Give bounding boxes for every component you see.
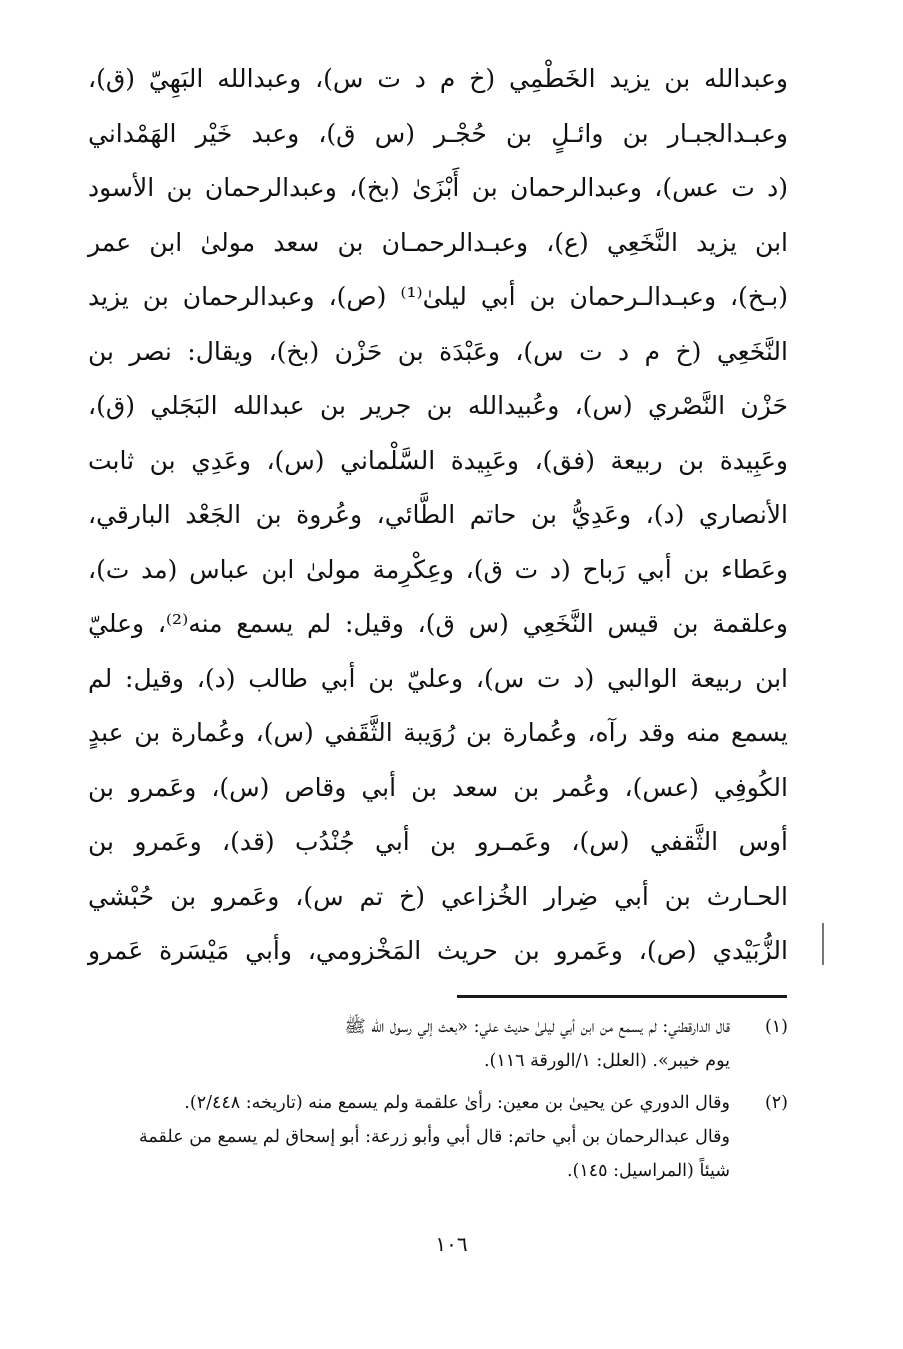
footnote-line: وقال الدوري عن يحيىٰ بن معين: رأىٰ علقمة ولم يسمع منه (تاريخه: ٢/٤٤٨). bbox=[184, 1093, 730, 1113]
text-line-content: وعبـدالجبـار بن وائـلٍ بن حُجْـر (س ق)، وعبد خَيْر الهَمْداني bbox=[88, 118, 788, 148]
page-number: ١٠٦ bbox=[435, 1232, 468, 1256]
text-line bbox=[88, 597, 788, 652]
footnote-2 bbox=[88, 1086, 788, 1188]
text-line-content: (بـخ)، وعبـدالـرحمان بن أبي ليلىٰ⁽¹⁾ (ص)، وعبدالرحمان بن يزيد bbox=[88, 282, 788, 311]
text-line bbox=[88, 488, 788, 543]
text-line bbox=[88, 161, 788, 216]
text-line bbox=[88, 434, 788, 489]
text-line bbox=[88, 761, 788, 816]
footnote-body bbox=[88, 1086, 730, 1188]
text-line-content: وعبدالله بن يزيد الخَطْمِي (خ م د ت س)، وعبدالله البَهِيّ (ق)، bbox=[88, 64, 788, 93]
text-line bbox=[88, 870, 788, 925]
footnote-separator bbox=[457, 995, 787, 998]
text-line bbox=[88, 815, 788, 870]
text-line bbox=[88, 325, 788, 380]
text-line bbox=[88, 543, 788, 598]
text-line-content: وعَبِيدة بن ربيعة (فق)، وعَبِيدة السَّلْماني (س)، وعَدِي بن ثابت bbox=[88, 445, 788, 475]
text-line-content: وعلقمة بن قيس النَّخَعِي (س ق)، وقيل: لم يسمع منه⁽²⁾، وعليّ bbox=[88, 609, 788, 638]
text-line-content: (د ت عس)، وعبدالرحمان بن أَبْزَىٰ (بخ)، وعبدالرحمان بن الأسود bbox=[88, 173, 788, 202]
text-line-content: حَزْن النَّصْري (س)، وعُبيدالله بن جرير بن عبدالله البَجَلي (ق)، bbox=[88, 391, 788, 420]
text-line bbox=[88, 107, 788, 162]
text-line bbox=[88, 652, 788, 707]
text-line-content: ابن يزيد النَّخَعِي (ع)، وعبـدالرحمـان بن سعد مولىٰ ابن عمر bbox=[88, 227, 788, 257]
footnote-number: (١) bbox=[764, 1017, 788, 1037]
text-line-content: الأنصاري (د)، وعَدِيُّ بن حاتم الطَّائي، وعُروة بن الجَعْد البارقي، bbox=[88, 500, 788, 529]
text-line-content: الكُوفِي (عس)، وعُمر بن سعد بن أبي وقاص (س)، وعَمرو بن bbox=[88, 772, 788, 802]
footnote-body bbox=[88, 1010, 730, 1078]
footnote-line: شيئاً (المراسيل: ١٤٥). bbox=[566, 1161, 730, 1181]
text-line bbox=[88, 924, 788, 979]
text-line-content: وعَطاء بن أبي رَباح (د ت ق)، وعِكْرِمة مولىٰ ابن عباس (مد ت)، bbox=[88, 554, 788, 584]
footnote-line: يوم خيبر». (العلل: ١/الورقة ١١٦). bbox=[483, 1051, 730, 1071]
footnote-line: قال الدارقطني: لم يسمع من ابن أبي ليلىٰ حديث علي: «بعث إلي رسول الله ﷺ bbox=[344, 1017, 730, 1037]
text-line bbox=[88, 216, 788, 271]
text-line-content: أوس الثَّقفي (س)، وعَمـرو بن أبي جُنْدُب (قد)، وعَمرو بن bbox=[88, 827, 788, 856]
text-line-content: الزُّبَيْدي (ص)، وعَمرو بن حريث المَخْزومي، وأبي مَيْسَرة عَمرو bbox=[88, 936, 788, 965]
text-line-content: النَّخَعِي (خ م د ت س)، وعَبْدَة بن حَزْن (بخ)، ويقال: نصر بن bbox=[88, 336, 788, 366]
margin-mark bbox=[822, 923, 824, 965]
footnote-1 bbox=[88, 1010, 788, 1078]
footnote-line: وقال عبدالرحمان بن أبي حاتم: قال أبي وأبو زرعة: أبو إسحاق لم يسمع من علقمة bbox=[139, 1127, 730, 1147]
main-text-block bbox=[88, 52, 788, 979]
text-line bbox=[88, 379, 788, 434]
text-line-content: ابن ربيعة الوالبي (د ت س)، وعليّ بن أبي طالب (د)، وقيل: لم bbox=[88, 663, 788, 693]
text-line-content: يسمع منه وقد رآه، وعُمارة بن رُوَيبة الثَّقَفي (س)، وعُمارة بن عبدٍ bbox=[88, 718, 788, 747]
footnotes bbox=[88, 1010, 788, 1196]
text-line bbox=[88, 52, 788, 107]
text-line bbox=[88, 706, 788, 761]
text-line bbox=[88, 270, 788, 325]
text-line-content: الحـارث بن أبي ضِرار الخُزاعي (خ تم س)، وعَمرو بن حُبْشي bbox=[88, 881, 788, 911]
footnote-number: (٢) bbox=[764, 1093, 788, 1113]
